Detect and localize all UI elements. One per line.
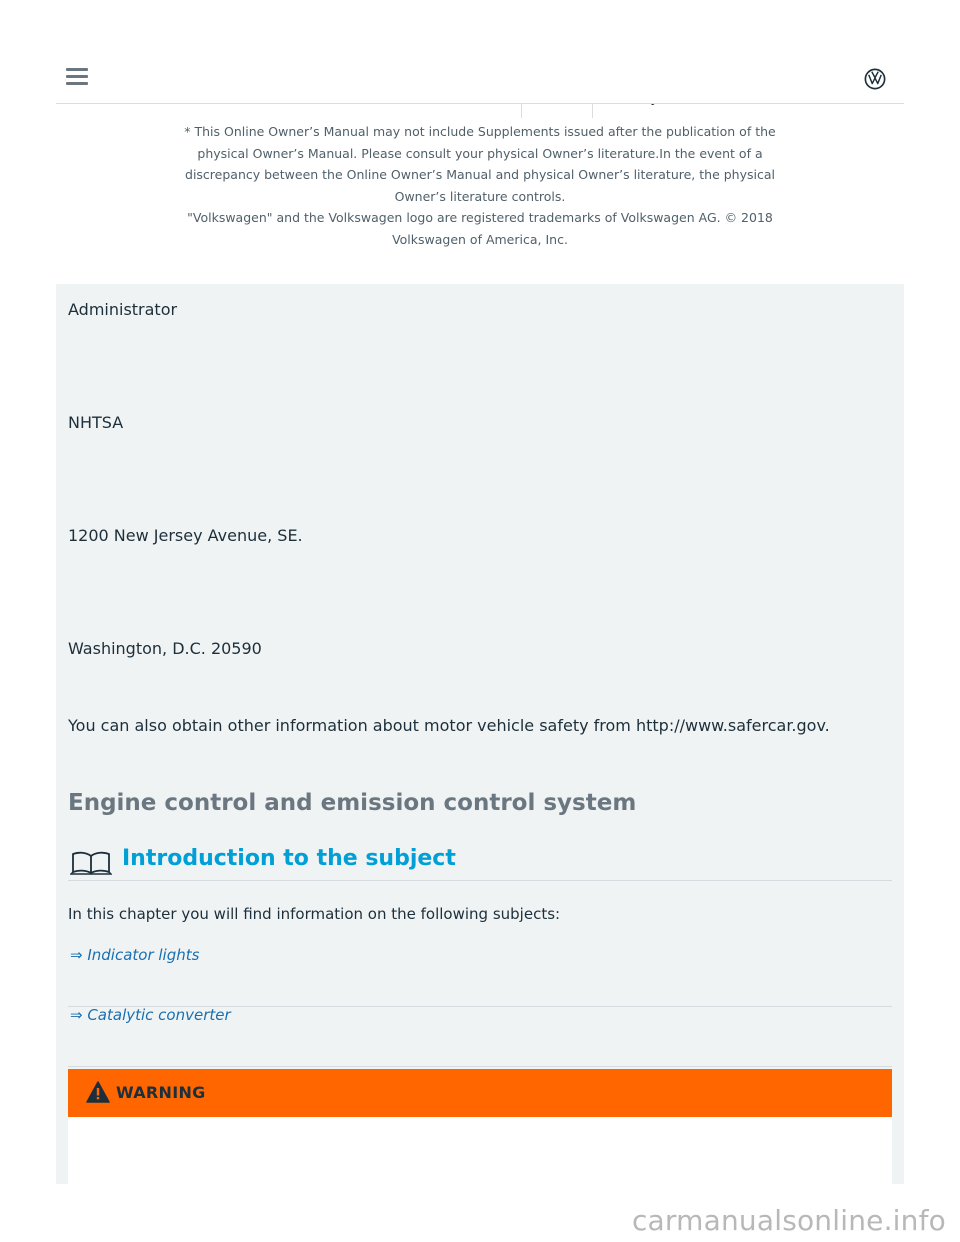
watermark: carmanualsonline.info — [631, 1204, 946, 1237]
address-line-street: 1200 New Jersey Avenue, SE. — [68, 526, 303, 545]
address-line-city: Washington, D.C. 20590 — [68, 639, 262, 658]
disclaimer-trademark-note: "Volkswagen" and the Volkswagen logo are registered trademarks of Volkswagen AG. © 2018 Volkswagen of America, Inc. — [187, 210, 773, 247]
catalytic-converter-link[interactable]: ⇒ Catalytic converter — [70, 1006, 231, 1024]
warning-body — [68, 1117, 892, 1184]
disclaimer — [168, 121, 792, 250]
hamburger-menu-icon[interactable] — [66, 68, 88, 86]
open-book-icon — [70, 850, 112, 876]
intro-text: In this chapter you will find information on the following subjects: — [68, 905, 561, 923]
address-line-administrator: Administrator — [68, 300, 178, 319]
section-title: Engine control and emission control system — [68, 790, 637, 816]
warning-triangle-icon — [86, 1081, 110, 1103]
address-line-nhtsa: NHTSA — [68, 413, 124, 432]
warning-banner — [68, 1069, 892, 1117]
warning-label: WARNING — [116, 1083, 206, 1102]
disclaimer-manual-note: * This Online Owner’s Manual may not include Supplements issued after the publication of the physical Owner’s Manual. Please consult your physical Owner’s literature.In the event of a discrepancy between the Online Owner’s Manual and physical Owner’s literature, the physical Owner’s literature controls. — [184, 124, 776, 204]
top-navigation-bar — [56, 55, 904, 104]
content-panel — [56, 284, 904, 1184]
indicator-lights-link[interactable]: ⇒ Indicator lights — [70, 946, 200, 964]
safety-info-note: You can also obtain other information about motor vehicle safety from http://www.safercar.gov. — [68, 716, 830, 735]
subject-heading — [68, 838, 892, 881]
vw-logo-icon[interactable] — [864, 68, 886, 90]
list-item — [68, 946, 892, 1007]
list-item — [68, 1006, 892, 1067]
subject-title: Introduction to the subject — [122, 846, 456, 871]
